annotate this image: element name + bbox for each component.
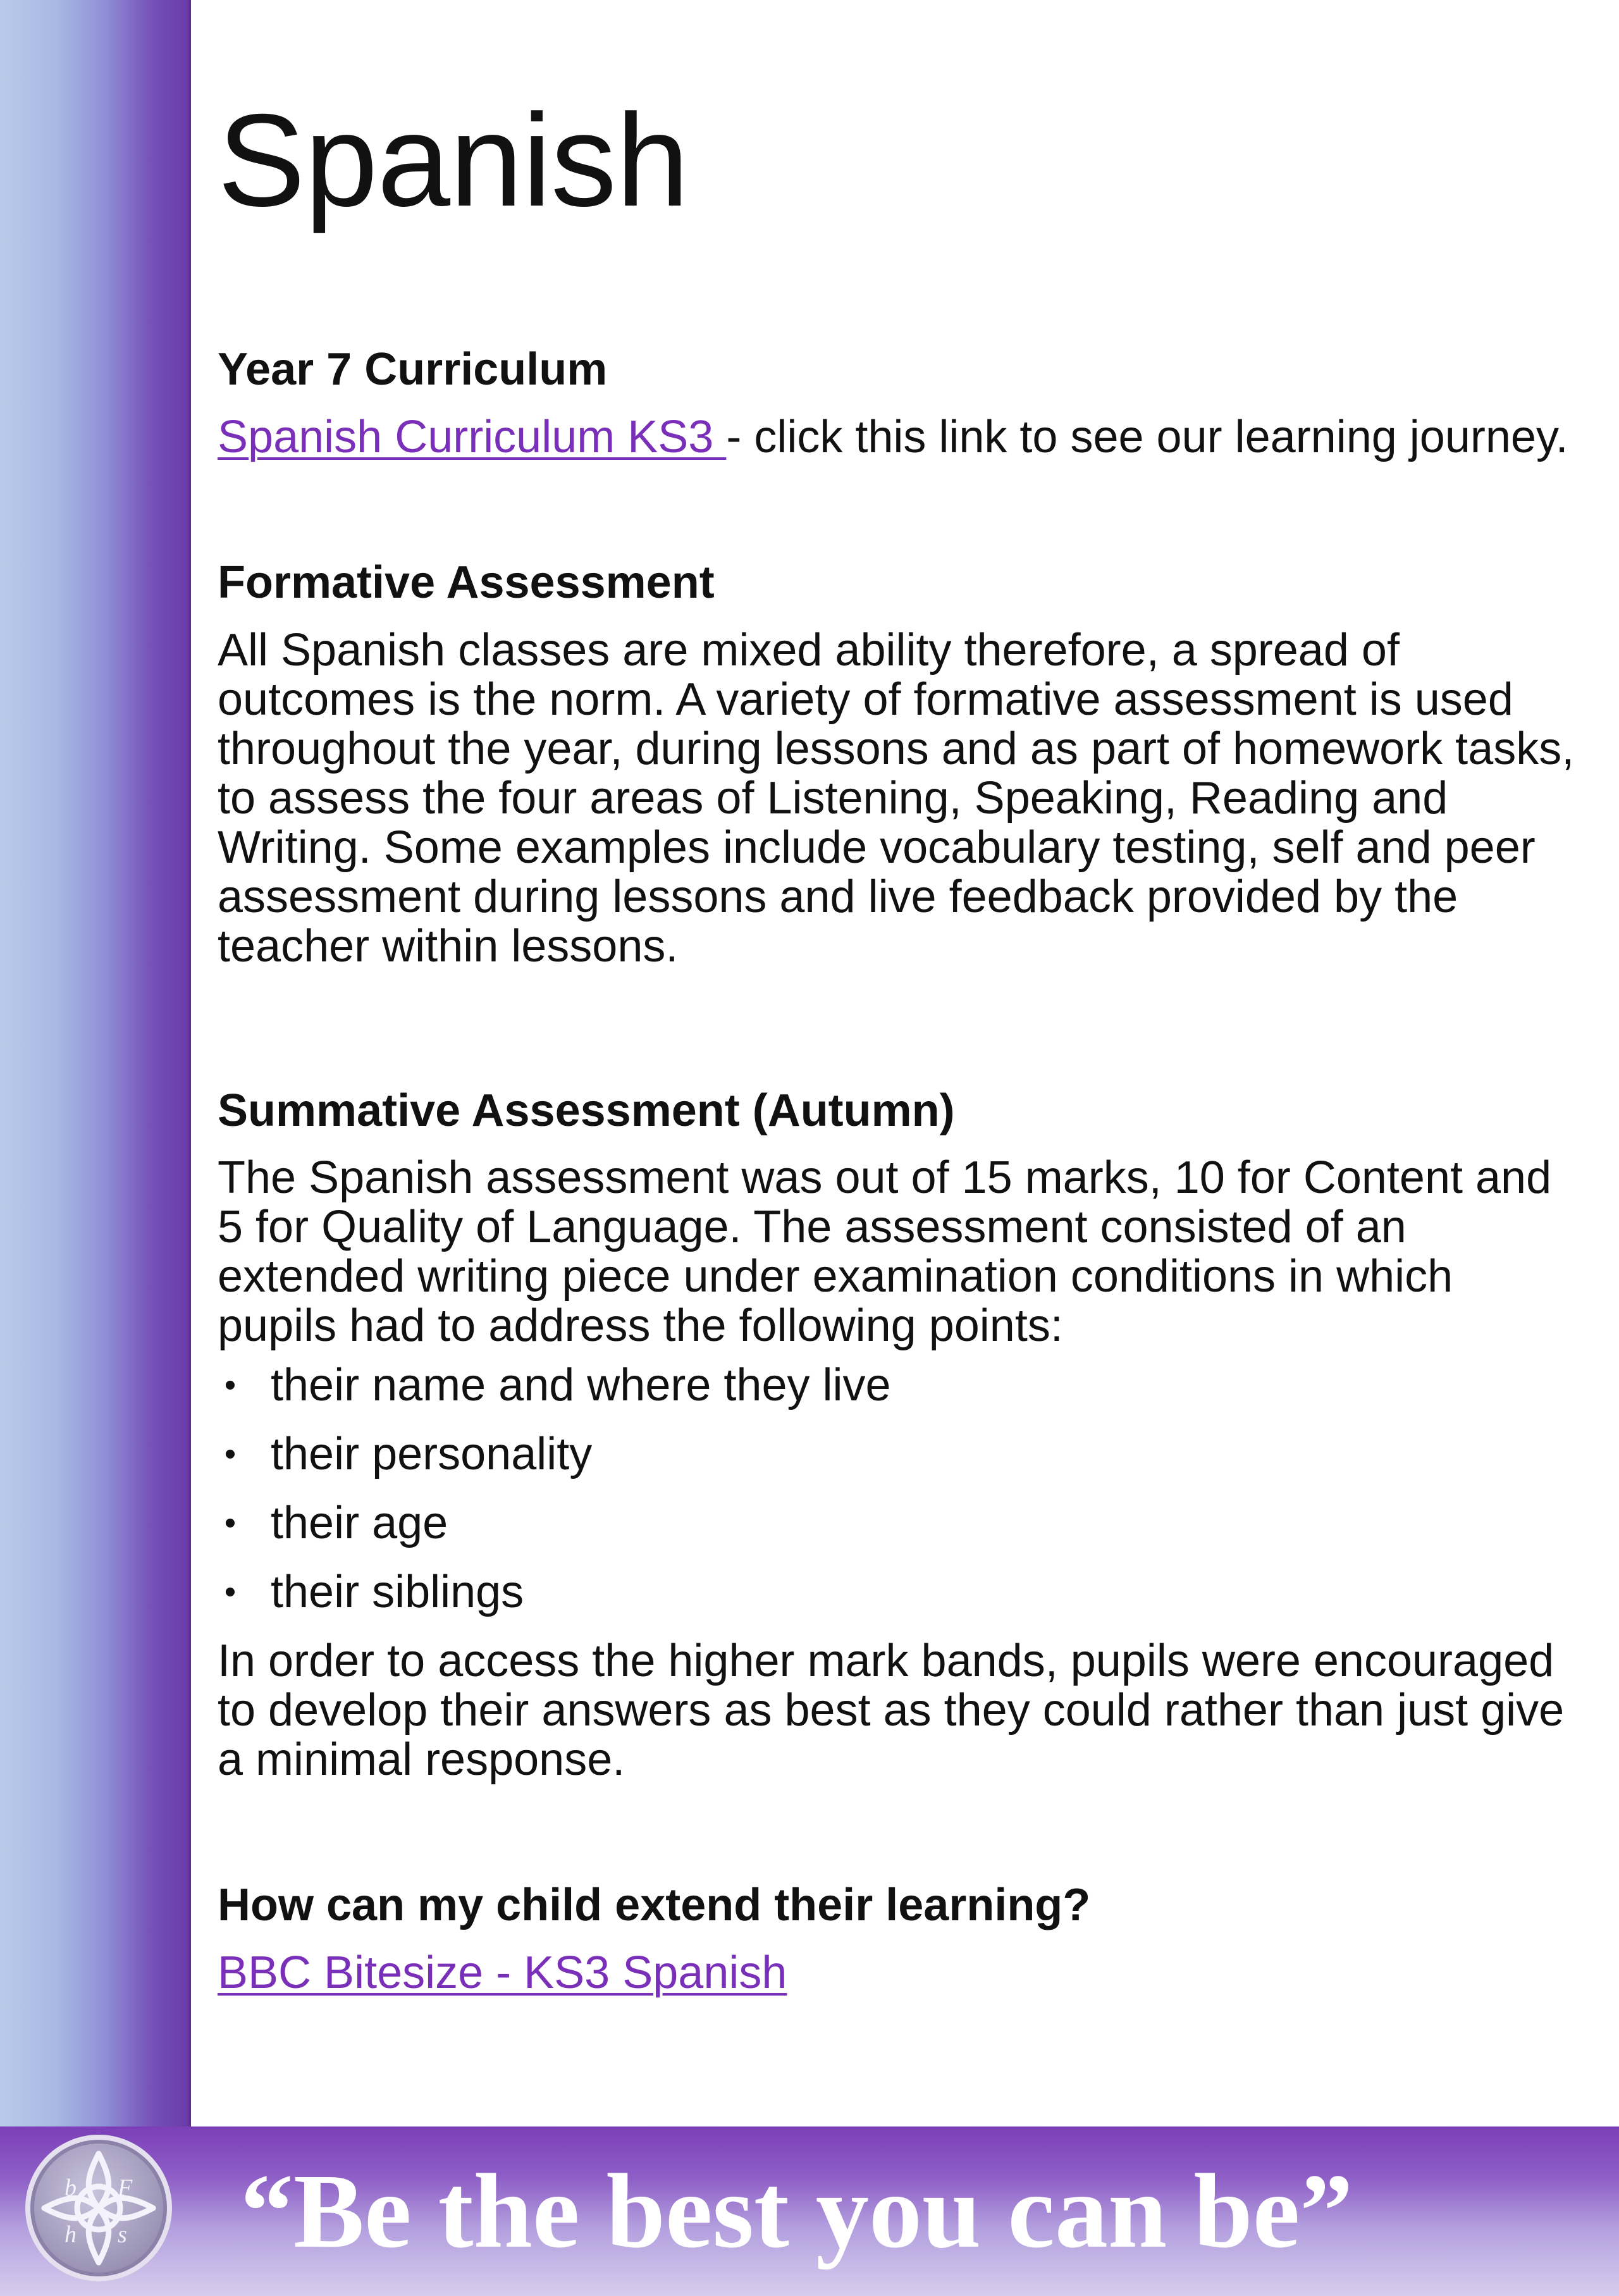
curriculum-section xyxy=(218,343,1584,462)
crest-letter-f: F xyxy=(118,2175,133,2201)
curriculum-paragraph xyxy=(218,412,1584,462)
spacer xyxy=(218,1784,1584,1879)
crest-letter-b: b xyxy=(65,2175,77,2201)
bullet-icon: • xyxy=(224,1436,237,1473)
summative-intro: The Spanish assessment was out of 15 marks, 10 for Content and 5 for Quality of Language. The assessment consisted of an extended writing piece under examination conditions in which pupils had to address the following points: xyxy=(218,1152,1552,1352)
main-content xyxy=(218,87,1584,1999)
spanish-curriculum-link[interactable]: Spanish Curriculum KS3 xyxy=(218,411,727,462)
curriculum-link-description: - click this link to see our learning journey. xyxy=(726,411,1568,462)
celtic-knot-icon xyxy=(25,2135,172,2281)
bullet-icon: • xyxy=(224,1505,237,1542)
extend-learning-paragraph xyxy=(218,1948,1584,1997)
page-title: Spanish xyxy=(218,87,689,234)
school-motto: “Be the best you can be” xyxy=(240,2152,1353,2270)
extend-learning-section xyxy=(218,1879,1584,1997)
list-item xyxy=(218,1567,1584,1617)
list-item xyxy=(218,1361,1584,1410)
list-item-text: their name and where they live xyxy=(271,1360,891,1411)
left-decorative-sidebar xyxy=(0,0,191,2126)
bbc-bitesize-link[interactable]: BBC Bitesize - KS3 Spanish xyxy=(218,1947,787,1999)
curriculum-heading: Year 7 Curriculum xyxy=(218,344,608,395)
formative-section xyxy=(218,557,1584,971)
school-crest-logo xyxy=(25,2135,172,2281)
assessment-points-list xyxy=(218,1361,1584,1617)
summative-heading: Summative Assessment (Autumn) xyxy=(218,1085,955,1136)
crest-letter-s: s xyxy=(118,2221,127,2248)
formative-paragraph: All Spanish classes are mixed ability therefore, a spread of outcomes is the norm. A variety of formative assessment is used throughout the year, during lessons and as part of homework tasks, to assess the four areas of Listening, Speaking, Reading and Writing. Some examples include vocabulary testing, self and peer assessment during lessons and live feedback provided by the teacher within lessons. xyxy=(218,624,1575,972)
bullet-icon: • xyxy=(224,1367,237,1404)
formative-heading: Formative Assessment xyxy=(218,557,715,608)
list-item xyxy=(218,1498,1584,1548)
spacer xyxy=(218,971,1584,1085)
crest-letter-h: h xyxy=(65,2221,77,2248)
extend-learning-heading: How can my child extend their learning? xyxy=(218,1880,1091,1931)
spacer xyxy=(218,462,1584,557)
bullet-icon: • xyxy=(224,1574,237,1611)
summative-section xyxy=(218,1085,1584,1785)
list-item-text: their siblings xyxy=(271,1567,524,1618)
list-item-text: their personality xyxy=(271,1429,593,1480)
sidebar-edge-line xyxy=(188,0,191,2126)
list-item xyxy=(218,1429,1584,1479)
list-item-text: their age xyxy=(271,1498,448,1549)
summative-outro: In order to access the higher mark bands, pupils were encouraged to develop their answers as best as they could rather than just give a minimal response. xyxy=(218,1636,1565,1786)
